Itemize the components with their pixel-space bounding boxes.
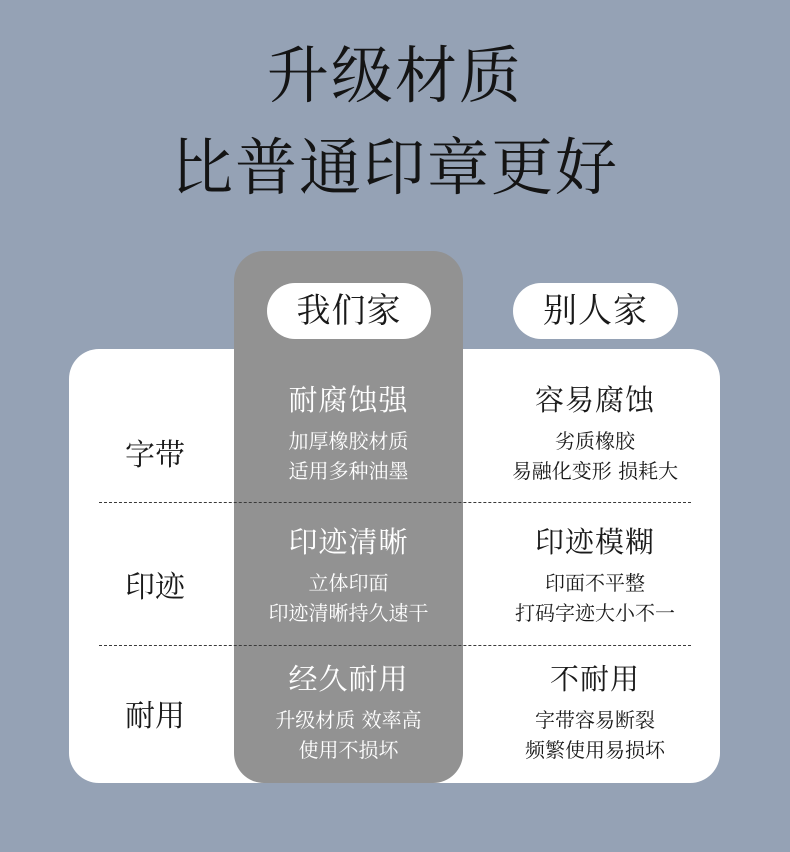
competitor-cell-ribbon <box>470 380 720 486</box>
row-divider <box>99 645 691 646</box>
cell-detail: 立体印面 <box>308 571 389 595</box>
our-product-header: 我们家 <box>267 283 431 339</box>
headline-line-1: 升级材质 <box>266 39 523 112</box>
headline-line-2: 比普通印章更好 <box>170 131 619 204</box>
our-cell-imprint <box>234 522 463 628</box>
cell-detail: 字带容易断裂 <box>535 708 655 732</box>
cell-detail: 印迹清晰持久速干 <box>268 601 429 625</box>
row-label-ribbon: 字带 <box>125 438 185 473</box>
cell-heading: 印迹模糊 <box>534 525 655 559</box>
our-cell-durability <box>234 659 463 765</box>
our-cell-ribbon <box>234 380 463 486</box>
cell-detail: 频繁使用易损坏 <box>525 738 665 762</box>
cell-detail: 打码字迹大小不一 <box>515 601 675 625</box>
cell-detail: 劣质橡胶 <box>555 429 635 453</box>
competitor-cell-imprint <box>470 522 720 628</box>
cell-heading: 不耐用 <box>549 662 640 696</box>
competitor-header: 别人家 <box>513 283 678 339</box>
competitor-cell-durability <box>470 659 720 765</box>
cell-detail: 加厚橡胶材质 <box>288 429 409 453</box>
cell-detail: 印面不平整 <box>545 571 645 595</box>
row-divider <box>99 502 691 503</box>
cell-detail: 升级材质 效率高 <box>275 708 422 732</box>
cell-detail: 适用多种油墨 <box>288 459 409 483</box>
cell-detail: 使用不损坏 <box>298 738 399 762</box>
cell-heading: 印迹清晰 <box>288 525 409 559</box>
cell-heading: 经久耐用 <box>288 662 409 696</box>
cell-detail: 易融化变形 损耗大 <box>511 459 679 483</box>
cell-heading: 容易腐蚀 <box>534 383 655 417</box>
cell-heading: 耐腐蚀强 <box>288 383 409 417</box>
row-label-imprint: 印迹 <box>125 570 185 605</box>
row-label-durability: 耐用 <box>125 699 185 734</box>
